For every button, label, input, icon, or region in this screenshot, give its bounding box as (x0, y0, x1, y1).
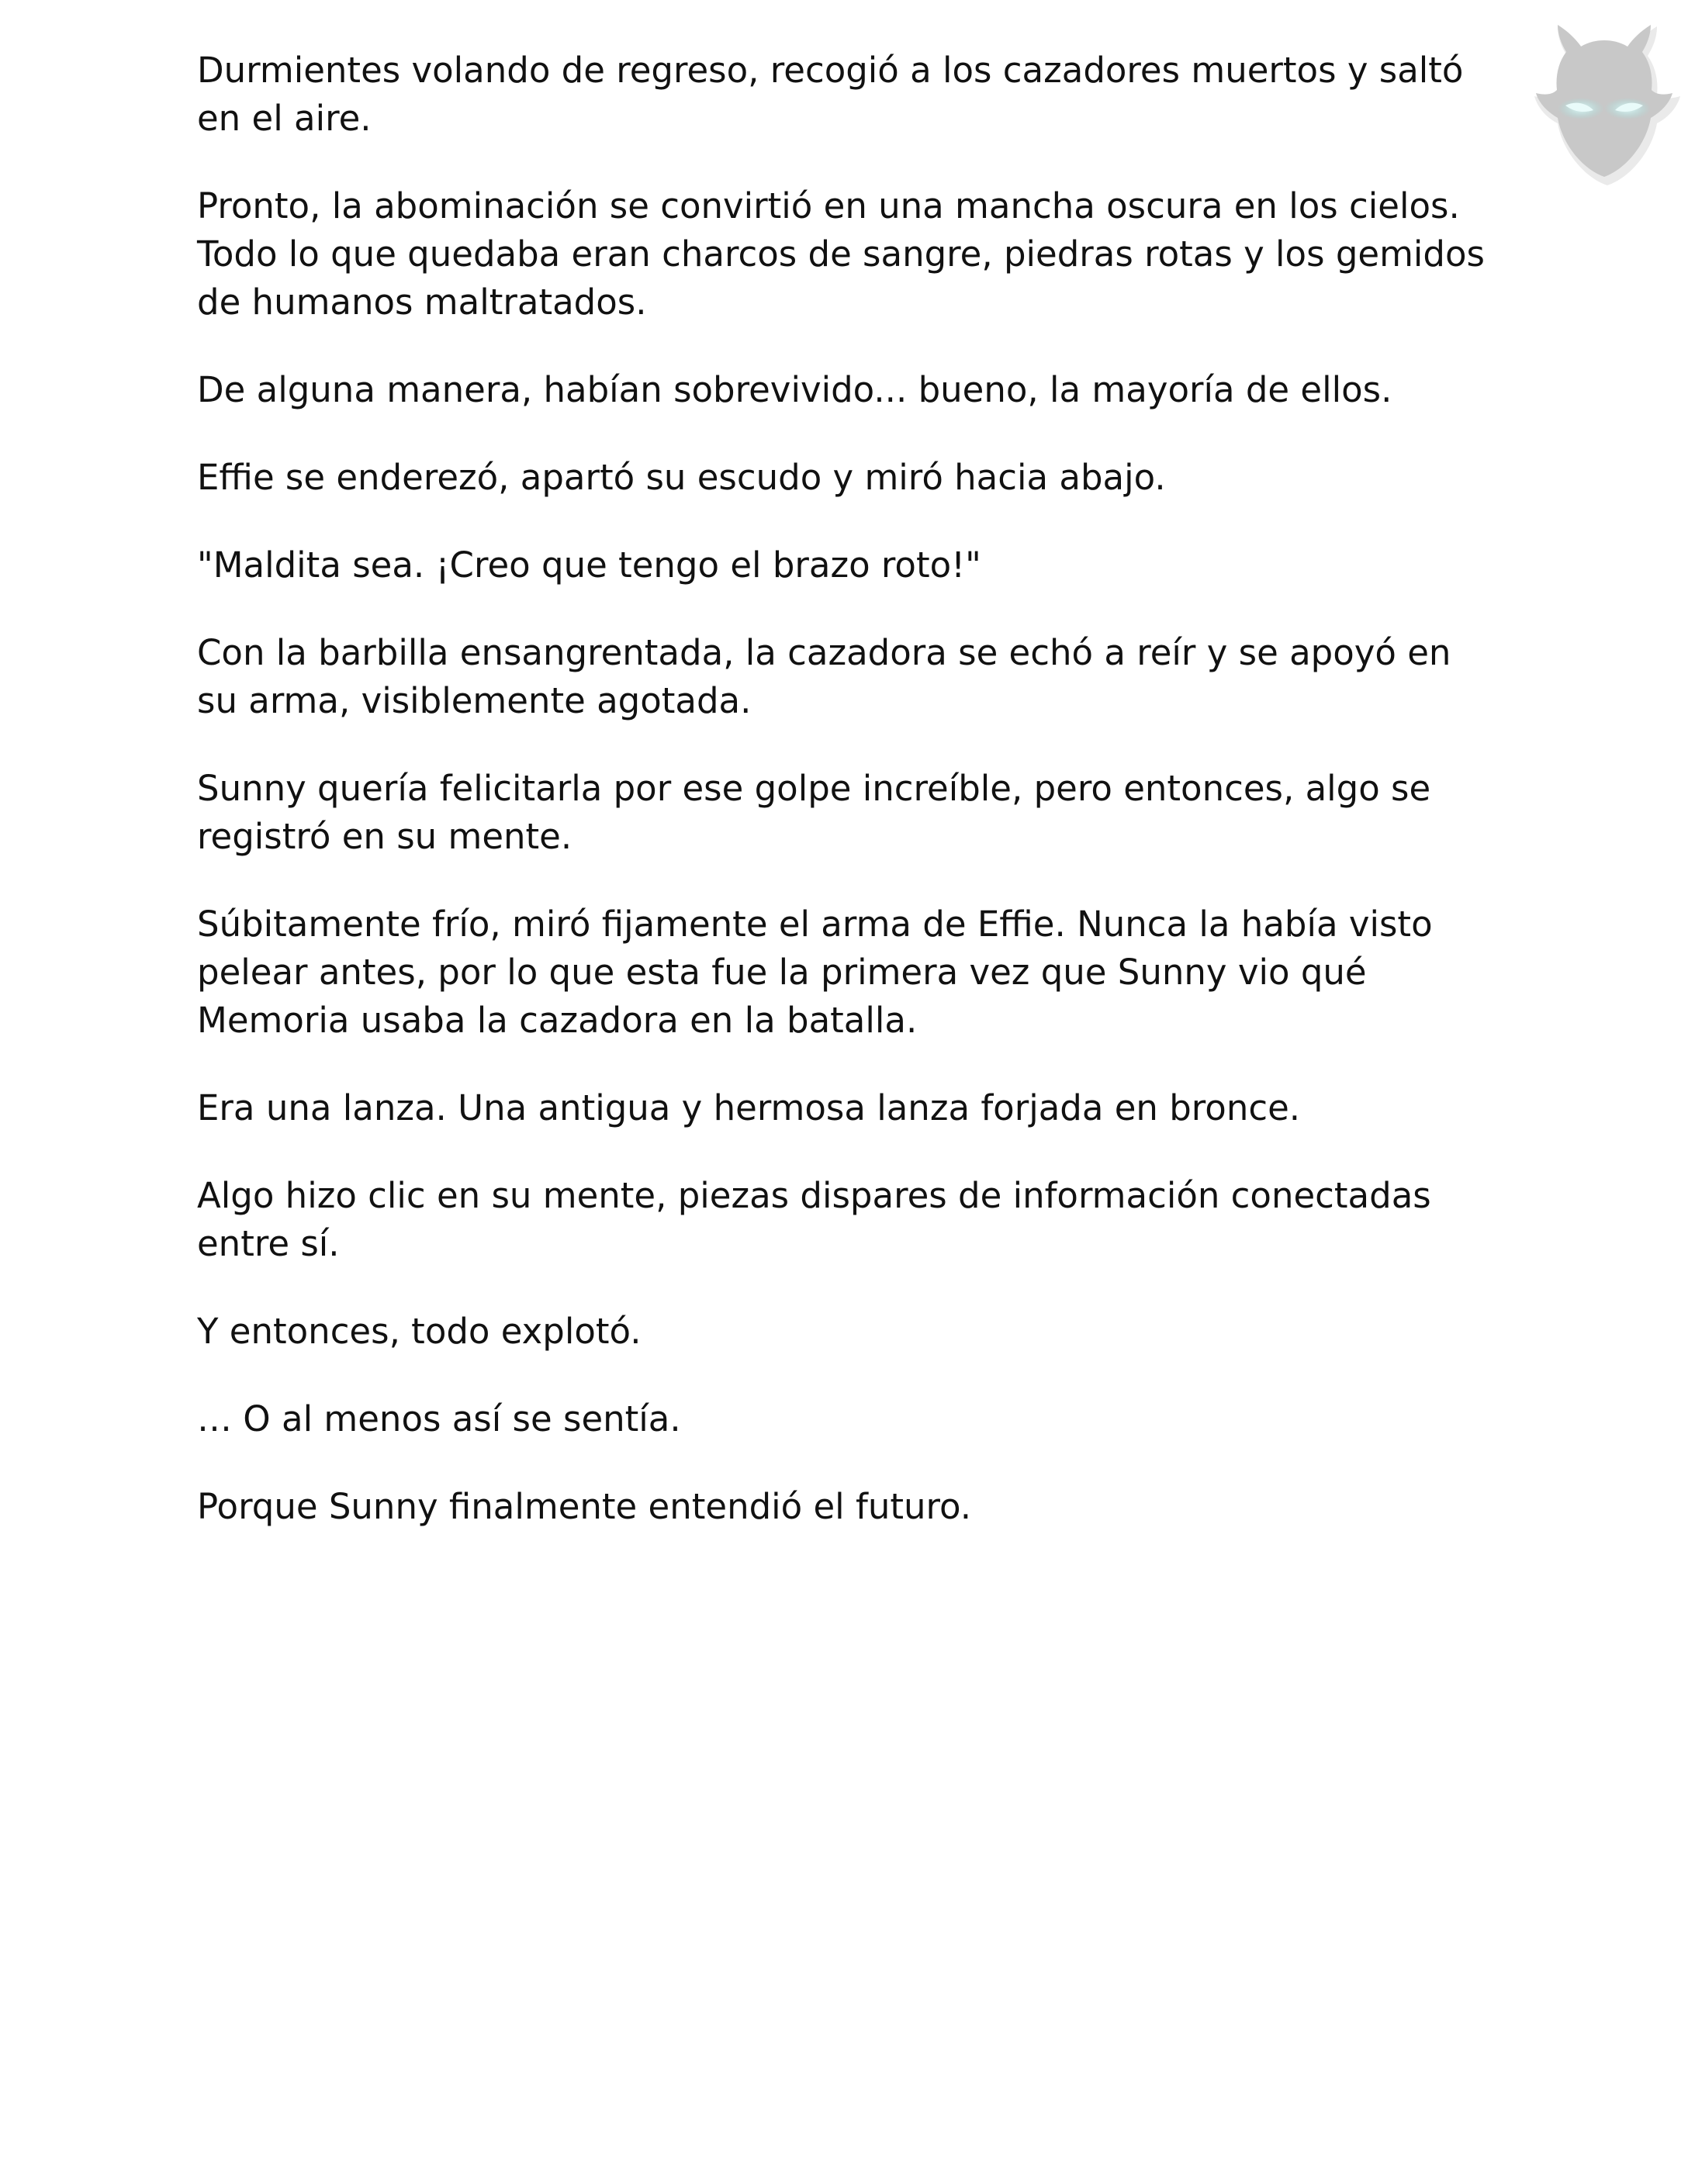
paragraph: Algo hizo clic en su mente, piezas dispares de información conectadas entre sí. (197, 1175, 1431, 1264)
paragraph: Effie se enderezó, apartó su escudo y miró hacia abajo. (197, 457, 1166, 498)
paragraph: Y entonces, todo explotó. (197, 1311, 642, 1352)
paragraph: Porque Sunny finalmente entendió el futuro. (197, 1486, 972, 1527)
paragraph: Con la barbilla ensangrentada, la cazadora se echó a reír y se apoyó en su arma, visiblemente agotada. (197, 632, 1451, 721)
paragraph: … O al menos así se sentía. (197, 1398, 681, 1439)
paragraph: Era una lanza. Una antigua y hermosa lanza forjada en bronce. (197, 1087, 1301, 1128)
paragraph: Sunny quería felicitarla por ese golpe increíble, pero entonces, algo se registró en su mente. (197, 768, 1431, 857)
demon-head-logo-icon (1527, 14, 1682, 188)
paragraph: "Maldita sea. ¡Creo que tengo el brazo roto!" (197, 544, 981, 586)
paragraph: Durmientes volando de regreso, recogió a los cazadores muertos y saltó en el aire. (197, 50, 1464, 139)
paragraph: Súbitamente frío, miró fijamente el arma de Effie. Nunca la había visto pelear antes, por lo que esta fue la primera vez que Sunny vio qué Memoria usaba la cazadora en la batalla. (197, 904, 1433, 1041)
paragraph: De alguna manera, habían sobrevivido... bueno, la mayoría de ellos. (197, 369, 1392, 410)
body-text (197, 47, 1485, 1571)
paragraph: Pronto, la abominación se convirtió en una mancha oscura en los cielos. Todo lo que quedaba eran charcos de sangre, piedras rotas y los gemidos de humanos maltratados. (197, 185, 1485, 323)
